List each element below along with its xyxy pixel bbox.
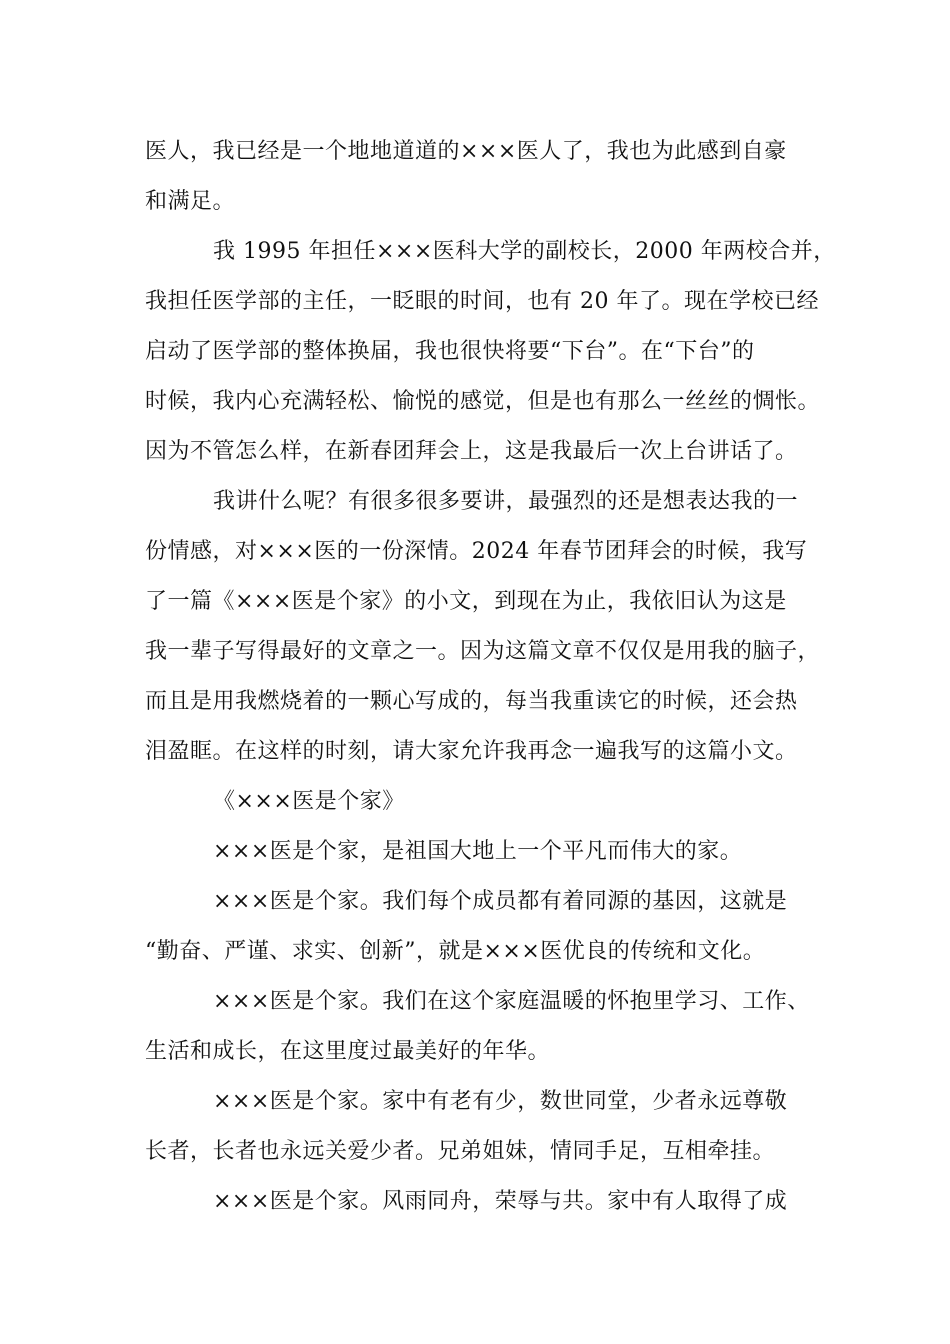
text-line: 了一篇《×××医是个家》的小文，到现在为止，我依旧认为这是 xyxy=(145,589,787,614)
text-line: 启动了医学部的整体换届，我也很快将要“下台”。在“下台”的 xyxy=(145,339,755,364)
text-line: 份情感，对×××医的一份深情。2024 年春节团拜会的时候，我写 xyxy=(145,539,808,564)
paragraph-first-line: ×××医是个家。家中有老有少，数世同堂，少者永远尊敬 xyxy=(213,1089,788,1114)
text-line: 时候，我内心充满轻松、愉悦的感觉，但是也有那么一丝丝的惆怅。 xyxy=(145,389,821,414)
paragraph-first-line: 我讲什么呢？有很多很多要讲，最强烈的还是想表达我的一 xyxy=(213,489,799,514)
text-line: 生活和成长，在这里度过最美好的年华。 xyxy=(145,1039,551,1064)
text-line: 而且是用我燃烧着的一颗心写成的，每当我重读它的时候，还会热 xyxy=(145,689,798,714)
paragraph-first-line: ×××医是个家。我们每个成员都有着同源的基因，这就是 xyxy=(213,889,788,914)
text-line: 我担任医学部的主任，一眨眼的时间，也有 20 年了。现在学校已经 xyxy=(145,289,819,314)
text-line: 我一辈子写得最好的文章之一。因为这篇文章不仅仅是用我的脑子， xyxy=(145,639,821,664)
paragraph-first-line: ×××医是个家。我们在这个家庭温暖的怀抱里学习、工作、 xyxy=(213,989,810,1014)
text-line: “勤奋、严谨、求实、创新”，就是×××医优良的传统和文化。 xyxy=(145,939,766,964)
text-line: 和满足。 xyxy=(145,189,236,214)
text-line: 医人，我已经是一个地地道道的×××医人了，我也为此感到自豪 xyxy=(145,139,787,164)
text-line: 长者，长者也永远关爱少者。兄弟姐妹，情同手足，互相牵挂。 xyxy=(145,1139,776,1164)
paragraph-first-line: 我 1995 年担任×××医科大学的副校长，2000 年两校合并， xyxy=(213,239,836,264)
paragraph-first-line: ×××医是个家。风雨同舟，荣辱与共。家中有人取得了成 xyxy=(213,1189,788,1214)
text-line: 因为不管怎么样，在新春团拜会上，这是我最后一次上台讲话了。 xyxy=(145,439,798,464)
text-line: 泪盈眶。在这样的时刻，请大家允许我再念一遍我写的这篇小文。 xyxy=(145,739,798,764)
essay-title: 《×××医是个家》 xyxy=(213,789,405,814)
paragraph-first-line: ×××医是个家，是祖国大地上一个平凡而伟大的家。 xyxy=(213,839,743,864)
